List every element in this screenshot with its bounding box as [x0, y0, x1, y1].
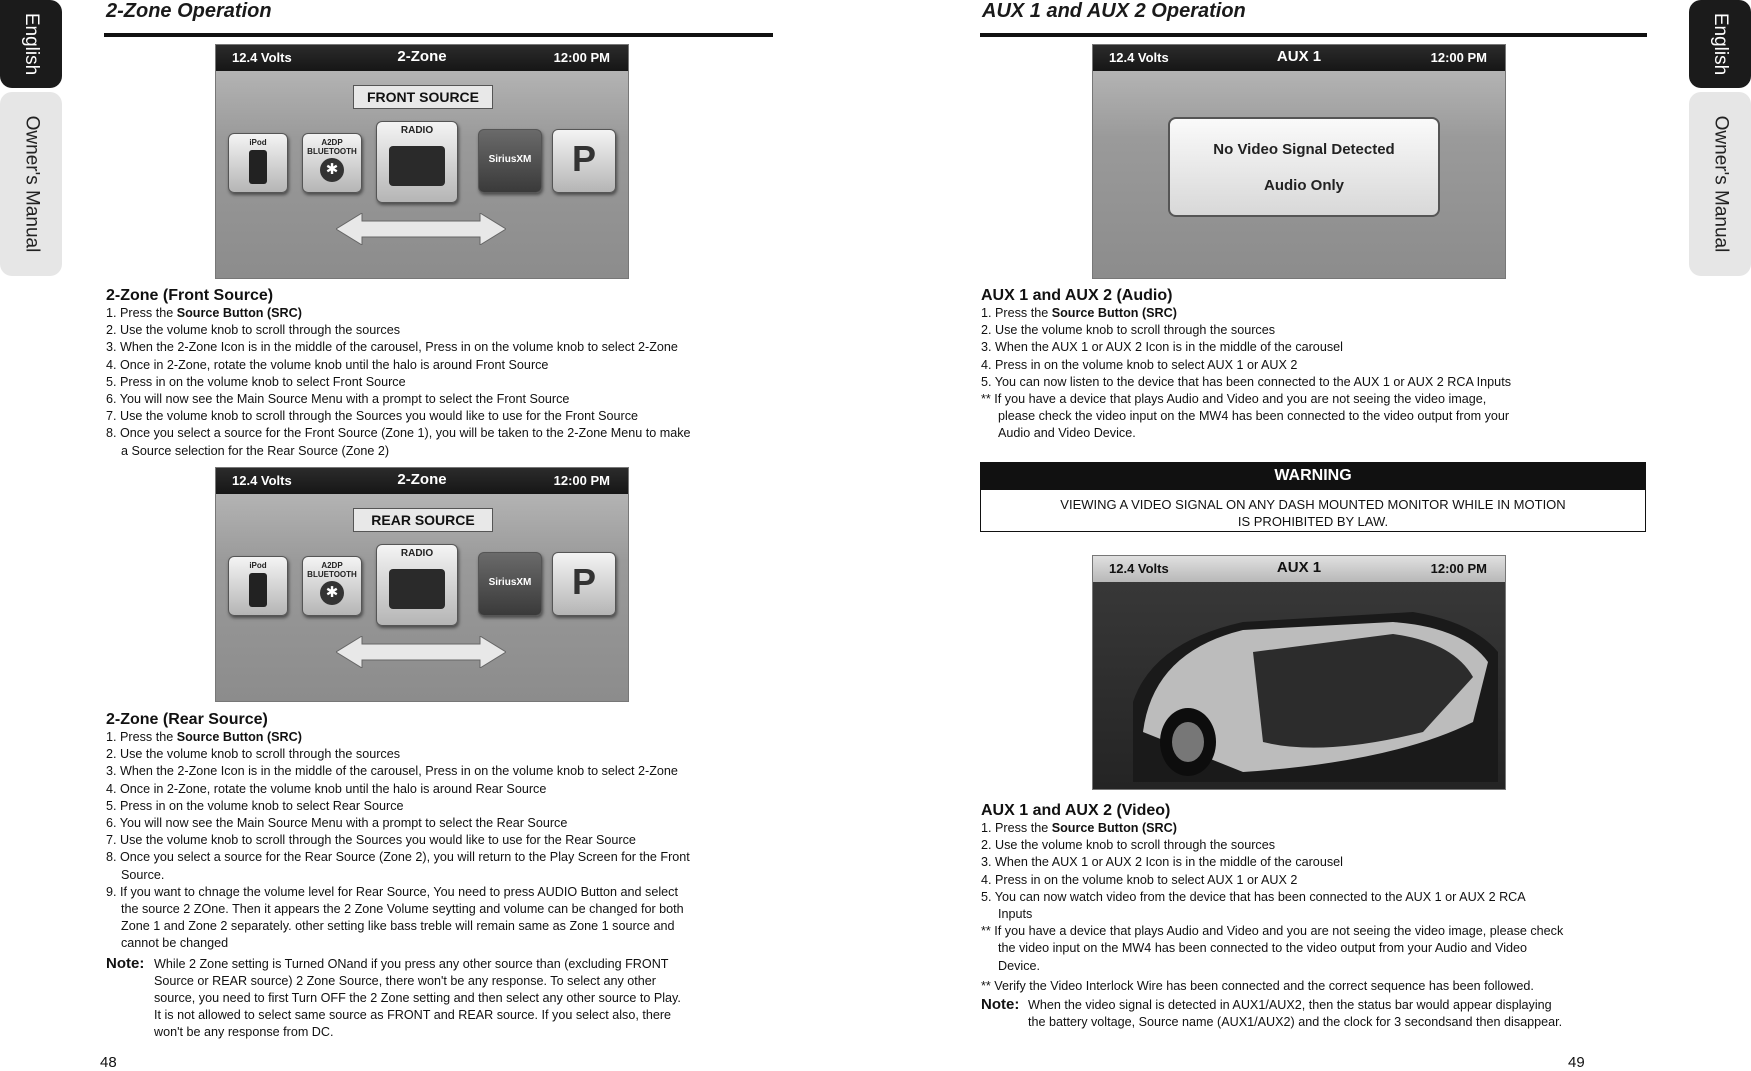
note-line: It is not allowed to select same source as FRONT and REAR source. If you select also, there — [154, 1008, 672, 1023]
list-item: 2. Use the volume knob to scroll through the sources — [106, 323, 401, 338]
bluetooth-source-icon[interactable]: A2DP BLUETOOTH ✱ — [302, 133, 362, 193]
list-item: Device. — [998, 958, 1040, 973]
warning-title: WARNING — [980, 462, 1646, 490]
list-item: the source 2 ZOne. Then it appears the 2 Zone Volume seytting and volume can be changed for both — [121, 902, 684, 917]
list-item: 5. Press in on the volume knob to select Rear Source — [106, 798, 404, 813]
aux-no-signal-screen — [1092, 44, 1506, 279]
video-note — [981, 997, 1681, 1031]
tab-owners-manual-right[interactable] — [1689, 92, 1751, 276]
rear-note — [106, 956, 786, 1042]
right-heading-rule — [980, 33, 1647, 37]
list-item: 5. You can now watch video from the device that has been connected to the AUX 1 or AUX 2 RCA — [981, 889, 1526, 904]
list-item: 3. When the AUX 1 or AUX 2 Icon is in the middle of the carousel — [981, 855, 1343, 870]
status-bar — [216, 468, 628, 494]
left-page-heading: 2-Zone Operation — [106, 0, 272, 22]
list-item: 2. Use the volume knob to scroll through the sources — [981, 838, 1276, 853]
tab-owners-manual-label: Owner's Manual — [21, 115, 42, 253]
note-line: source, you need to first Turn OFF the 2 Zone setting and then select any other source to Play. — [154, 991, 681, 1006]
screen-title: 2-Zone — [397, 471, 447, 488]
screen-title: 2-Zone — [397, 48, 447, 65]
list-item: 5. You can now listen to the device that has been connected to the AUX 1 or AUX 2 RCA Inputs — [981, 374, 1511, 389]
carousel-arrows-icon[interactable] — [336, 636, 506, 668]
list-item: Zone 1 and Zone 2 separately. other setting like bass treble will remain same as Zone 1 source and — [121, 919, 675, 934]
popup-line: No Video Signal Detected — [1213, 141, 1395, 158]
screen-title: AUX 1 — [1276, 48, 1322, 65]
aux-video-section — [981, 802, 1681, 1031]
siriusxm-source-icon[interactable]: SiriusXM — [478, 552, 542, 616]
list-item: 9. If you want to chnage the volume level for Rear Source, You need to press AUDIO Button and select — [106, 884, 678, 899]
list-item: 8. Once you select a source for the Rear Source (Zone 2), you will return to the Play Screen for the Front — [106, 850, 690, 865]
sports-car-image — [1093, 582, 1505, 789]
parking-source-icon[interactable]: P — [552, 552, 616, 616]
bluetooth-source-icon[interactable]: A2DP BLUETOOTH ✱ — [302, 556, 362, 616]
rear-source-section — [106, 711, 786, 1042]
list-item: a Source selection for the Rear Source (Zone 2) — [121, 443, 390, 458]
radio-source-icon[interactable]: RADIO — [376, 121, 458, 203]
parking-source-icon[interactable]: P — [552, 129, 616, 193]
ipod-source-icon[interactable]: iPod — [228, 133, 288, 193]
tab-owners-manual-left[interactable] — [0, 92, 62, 276]
left-heading-rule — [104, 33, 773, 37]
front-source-title: 2-Zone (Front Source) — [106, 287, 274, 304]
list-item: 6. You will now see the Main Source Menu with a prompt to select the Front Source — [106, 392, 570, 407]
list-item: the video input on the MW4 has been connected to the video output from your Audio and Video — [998, 941, 1528, 956]
list-item: ** If you have a device that plays Audio and Video and you are not seeing the video image, — [981, 392, 1487, 407]
list-item: ** If you have a device that plays Audio and Video and you are not seeing the video image, please check — [981, 924, 1564, 939]
list-item: please check the video input on the MW4 has been connected to the video output from your — [998, 409, 1510, 424]
list-item: 3. When the AUX 1 or AUX 2 Icon is in the middle of the carousel — [981, 340, 1343, 355]
clock-readout: 12:00 PM — [1430, 561, 1487, 576]
note-line: When the video signal is detected in AUX1/AUX2, then the status bar would appear displaying — [1028, 998, 1552, 1013]
list-item: 3. When the 2-Zone Icon is in the middle of the carousel, Press in on the volume knob to select 2-Zone — [106, 764, 678, 779]
list-item: 1. Press the Source Button (SRC) — [106, 730, 302, 744]
note-line: While 2 Zone setting is Turned ONand if you press any other source than (excluding FRONT — [154, 956, 669, 971]
clock-readout: 12:00 PM — [553, 50, 610, 65]
ipod-source-icon[interactable]: iPod — [228, 556, 288, 616]
source-label: REAR SOURCE — [353, 508, 493, 532]
tab-owners-manual-label: Owner's Manual — [1710, 115, 1731, 253]
clock-readout: 12:00 PM — [1430, 50, 1487, 65]
aux-video-screen — [1092, 555, 1506, 790]
tab-english-label: English — [1710, 12, 1732, 76]
right-page-heading: AUX 1 and AUX 2 Operation — [982, 0, 1246, 22]
list-item: ** Verify the Video Interlock Wire has been connected and the correct sequence has been followed. — [981, 978, 1534, 993]
screen-title: AUX 1 — [1276, 559, 1322, 576]
aux-video-title: AUX 1 and AUX 2 (Video) — [981, 802, 1171, 819]
note-line: Source or REAR source) 2 Zone Source, there won't be any response. To select any other — [154, 973, 656, 988]
list-item: 3. When the 2-Zone Icon is in the middle of the carousel, Press in on the volume knob to select 2-Zone — [106, 340, 678, 355]
popup-line: Audio Only — [1264, 177, 1344, 194]
note-label: Note: — [106, 954, 145, 972]
voltage-readout: 12.4 Volts — [1109, 561, 1169, 576]
list-item: 4. Once in 2-Zone, rotate the volume knob until the halo is around Front Source — [106, 357, 549, 372]
page-number-left: 48 — [100, 1054, 117, 1071]
list-item: 1. Press the Source Button (SRC) — [106, 306, 302, 320]
warning-box — [980, 462, 1646, 532]
list-item: 1. Press the Source Button (SRC) — [981, 306, 1177, 320]
status-bar — [1093, 45, 1505, 71]
list-item: 4. Once in 2-Zone, rotate the volume knob until the halo is around Rear Source — [106, 781, 547, 796]
voltage-readout: 12.4 Volts — [232, 473, 292, 488]
carousel-arrows-icon[interactable] — [336, 213, 506, 245]
radio-source-icon[interactable]: RADIO — [376, 544, 458, 626]
list-item: Inputs — [998, 907, 1033, 922]
no-video-popup — [1168, 117, 1440, 217]
status-bar — [216, 45, 628, 71]
list-item: 4. Press in on the volume knob to select AUX 1 or AUX 2 — [981, 872, 1298, 887]
front-source-section — [106, 287, 786, 460]
tab-english-label: English — [21, 12, 43, 76]
list-item: 2. Use the volume knob to scroll through the sources — [106, 747, 401, 762]
list-item: 7. Use the volume knob to scroll through the Sources you would like to use for the Rear Source — [106, 833, 636, 848]
aux-audio-title: AUX 1 and AUX 2 (Audio) — [981, 287, 1173, 304]
list-item: 8. Once you select a source for the Front Source (Zone 1), you will be taken to the 2-Zone Menu to make — [106, 426, 691, 441]
tab-english-left[interactable] — [0, 0, 62, 88]
source-label: FRONT SOURCE — [353, 85, 493, 109]
list-item: Source. — [121, 867, 165, 882]
rear-source-title: 2-Zone (Rear Source) — [106, 711, 268, 728]
list-item: 5. Press in on the volume knob to select Front Source — [106, 374, 406, 389]
list-item: 2. Use the volume knob to scroll through the sources — [981, 323, 1276, 338]
status-bar — [1093, 556, 1505, 582]
list-item: 1. Press the Source Button (SRC) — [981, 821, 1177, 835]
voltage-readout: 12.4 Volts — [1109, 50, 1169, 65]
warning-body — [980, 490, 1646, 532]
siriusxm-source-icon[interactable]: SiriusXM — [478, 129, 542, 193]
warning-line: IS PROHIBITED BY LAW. — [1237, 514, 1389, 529]
list-item: 6. You will now see the Main Source Menu with a prompt to select the Rear Source — [106, 816, 568, 831]
note-line: won't be any response from DC. — [154, 1025, 334, 1040]
page-number-right: 49 — [1568, 1054, 1585, 1071]
list-item: 4. Press in on the volume knob to select AUX 1 or AUX 2 — [981, 357, 1298, 372]
rear-source-screen — [215, 467, 629, 702]
warning-line: VIEWING A VIDEO SIGNAL ON ANY DASH MOUNTED MONITOR WHILE IN MOTION — [1060, 497, 1566, 512]
list-item: cannot be changed — [121, 936, 229, 951]
voltage-readout: 12.4 Volts — [232, 50, 292, 65]
aux-audio-section — [981, 287, 1661, 443]
list-item: Audio and Video Device. — [998, 426, 1136, 441]
note-line: the battery voltage, Source name (AUX1/AUX2) and the clock for 3 secondsand then disappear. — [1028, 1015, 1563, 1030]
clock-readout: 12:00 PM — [553, 473, 610, 488]
note-label: Note: — [981, 996, 1020, 1014]
front-source-screen — [215, 44, 629, 279]
list-item: 7. Use the volume knob to scroll through the Sources you would like to use for the Front Source — [106, 409, 639, 424]
tab-english-right[interactable] — [1689, 0, 1751, 88]
